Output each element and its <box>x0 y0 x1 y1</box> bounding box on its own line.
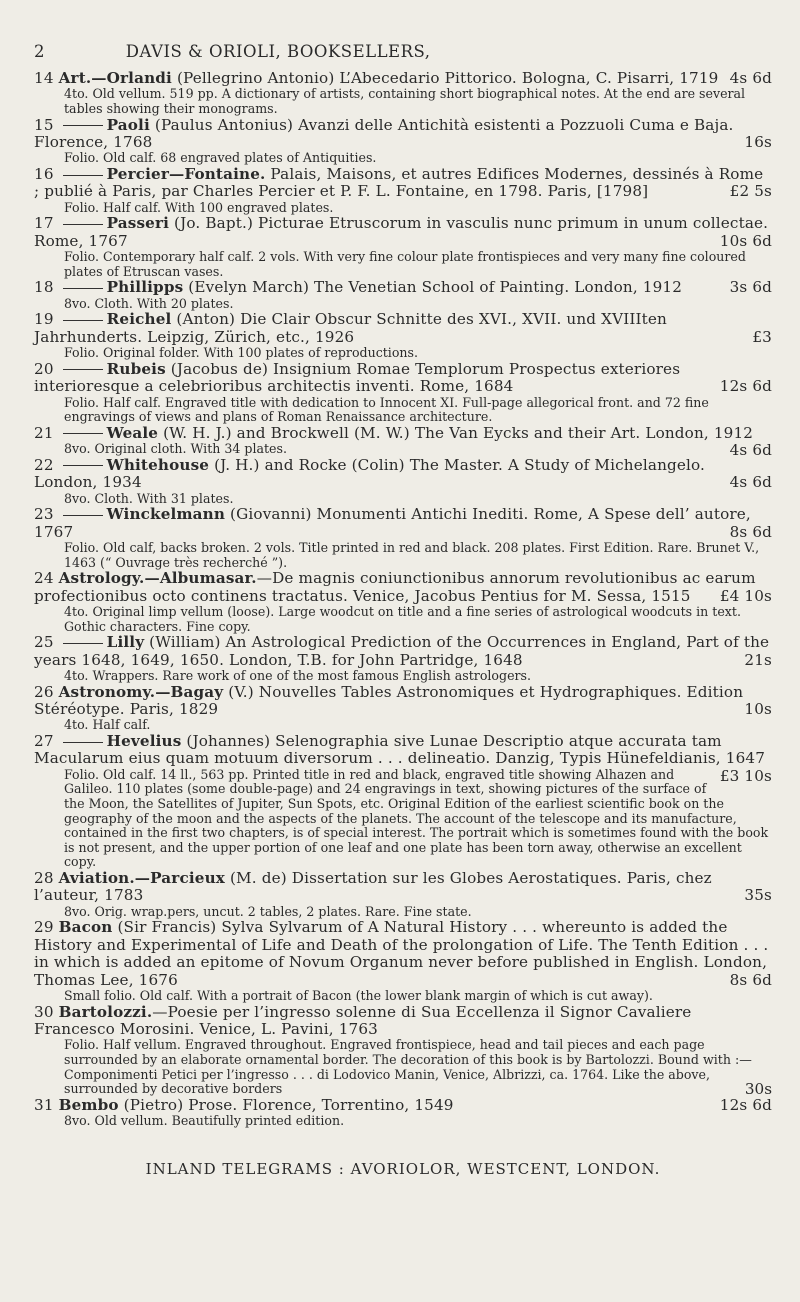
entry-heading <box>34 279 772 296</box>
entry-price: 10s 6d <box>719 231 772 250</box>
entry-description: Folio. Old calf, backs broken. 2 vols. Title printed in red and black. 208 plates. First Edition. Rare. Brunet V., 1463 (“ Ouvrage très recherché ”). <box>64 540 760 570</box>
entry-description: Folio. Half calf. Engraved title with dedication to Innocent XI. Full-page allegorical front. and 72 fine engravings of views and plans of Roman Renaissance architecture. <box>64 394 709 425</box>
entry-title: (William) An Astrological Prediction of the Occurrences in England, Part of the years 1648, 1649, 1650. London, T.B. for John Partridge, 1648 <box>34 633 770 669</box>
catalogue-entries <box>34 70 772 1129</box>
catalogue-entry <box>34 1004 772 1097</box>
entry-title: (Giovanni) Monumenti Antichi Inediti. Rome, A Spese dell’ autore, 1767 <box>34 505 751 541</box>
entry-number: 28 <box>34 869 59 887</box>
entry-author: Winckelmann <box>106 505 226 524</box>
page-title: DAVIS & ORIOLI, BOOKSELLERS, <box>125 42 431 61</box>
entry-description: 4to. Wrappers. Rare work of one of the most famous English astrologers. <box>64 668 532 684</box>
entry-description: 8vo. Original cloth. With 34 plates. <box>64 441 287 457</box>
entry-number: 20 <box>34 359 59 378</box>
entry-description: Folio. Half calf. With 100 engraved plates. <box>64 199 334 215</box>
entry-price: 8s 6d <box>729 970 772 989</box>
catalogue-entry <box>34 70 772 117</box>
catalogue-entry <box>34 506 772 570</box>
entry-title: (V.) Nouvelles Tables Astronomiques et Hydrographiques. Edition Stéréotype. Paris, 1829 <box>34 682 744 719</box>
entry-title: (Johannes) Selenographia sive Lunae Descriptio atque accurata tam Macularum eius quam motuum diversorum . . . delineatio. Danzig, Typis Hünefeldianis, 1647 <box>34 732 766 768</box>
entry-number: 19 <box>34 310 59 329</box>
page-header <box>34 42 774 61</box>
catalogue-entry <box>34 215 772 279</box>
entry-heading <box>34 457 772 492</box>
entry-heading <box>34 634 772 669</box>
ditto-rule <box>63 175 103 176</box>
entry-description: 8vo. Cloth. With 31 plates. <box>64 490 234 506</box>
entry-price: £3 <box>752 327 772 346</box>
entry-author: Bartolozzi. <box>58 1002 153 1021</box>
ditto-rule <box>63 320 103 321</box>
ditto-rule <box>63 224 103 225</box>
entry-author: Lilly <box>106 633 145 652</box>
entry-title: (W. H. J.) and Brockwell (M. W.) The Van Eycks and their Art. London, 1912 <box>158 423 754 442</box>
entry-number: 25 <box>34 633 59 652</box>
entry-description: Small folio. Old calf. With a portrait of Bacon (the lower blank margin of which is cut away). <box>64 988 653 1004</box>
entry-title: Palais, Maisons, et autres Edifices Modernes, dessinés à Rome ; publié à Paris, par Charles Percier et P. F. L. Fontaine, en 1798. Paris, [1798] <box>34 165 764 201</box>
entry-number: 23 <box>34 505 59 524</box>
entry-number: 21 <box>34 423 59 442</box>
entry-author: Passeri <box>106 214 170 233</box>
entry-price: £3 10s <box>719 766 772 785</box>
entry-number: 17 <box>34 214 59 233</box>
catalogue-entry <box>34 684 772 733</box>
entry-author: Bembo <box>58 1095 119 1114</box>
entry-author: Reichel <box>106 310 172 329</box>
entry-author: Whitehouse <box>106 455 210 474</box>
entry-price: 21s <box>744 650 772 669</box>
entry-heading <box>34 732 772 785</box>
catalogue-entry <box>34 570 772 634</box>
entry-author: Paoli <box>106 115 150 134</box>
entry-description: 8vo. Cloth. With 20 plates. <box>64 295 234 311</box>
entry-heading <box>34 506 772 541</box>
ditto-rule <box>63 125 103 126</box>
entry-author: Hevelius <box>106 732 182 751</box>
entry-title: (Paulus Antonius) Avanzi delle Antichità esistenti a Pozzuoli Cuma e Baja. Florence, 1768 <box>34 115 734 151</box>
entry-description: 8vo. Orig. wrap.pers, uncut. 2 tables, 2 plates. Rare. Fine state. <box>64 903 472 919</box>
catalogue-entry <box>34 423 772 460</box>
entry-price: 4s 6d <box>729 441 772 460</box>
catalogue-entry <box>34 634 772 683</box>
entry-heading <box>34 117 772 152</box>
entry-title: (Sir Francis) Sylva Sylvarum of A Natural History . . . whereunto is added the History and Experimental of Life and Death of the prolongation of Life. The Tenth Edition . . . in which is added an epitome of Novum Organum never before published in English. London, Thomas Lee, 1676 <box>34 918 769 989</box>
entry-price: 16s <box>744 133 772 151</box>
entry-heading <box>34 919 772 989</box>
entry-heading <box>34 166 772 201</box>
entry-number: 26 <box>34 682 59 701</box>
entry-author: Phillipps <box>106 278 184 297</box>
entry-number: 27 <box>34 732 59 751</box>
entry-author: Astronomy.—Bagay <box>58 682 224 701</box>
telegram-footer: INLAND TELEGRAMS : AVORIOLOR, WESTCENT, LONDON. <box>145 1160 661 1178</box>
entry-price: 3s 6d <box>729 278 772 297</box>
entry-heading <box>34 870 772 905</box>
entry-author: Rubeis <box>106 359 166 378</box>
ditto-rule <box>63 742 103 743</box>
catalogue-entry <box>34 311 772 360</box>
ditto-rule <box>63 369 103 370</box>
entry-number: 31 <box>34 1095 59 1114</box>
entry-title: (Anton) Die Clair Obscur Schnitte des XVI., XVII. und XVIIIten Jahrhunderts. Leipzig, Zürich, etc., 1926 <box>34 310 667 346</box>
ditto-rule <box>63 288 103 289</box>
entry-number: 18 <box>34 278 59 297</box>
catalogue-entry <box>34 117 772 166</box>
catalogue-entry <box>34 361 772 425</box>
entry-heading <box>34 70 772 87</box>
entry-title: (Pellegrino Antonio) L’Abecedario Pittorico. Bologna, C. Pisarri, 1719 <box>171 69 719 87</box>
entry-description: Folio. Contemporary half calf. 2 vols. With very fine colour plate frontispieces and very many fine coloured plates of Etruscan vases. <box>64 249 746 279</box>
catalogue-entry <box>34 279 772 311</box>
catalogue-entry <box>34 166 772 215</box>
entry-description: Folio. Half vellum. Engraved throughout. Engraved frontispiece, head and tail pieces and each page surrounded by an elaborate ornamental border. The decoration of this book is by Bartolozzi. Bound with :—Componimenti Petici per l’ingresso . . . di Lodovico Manin, Venice, Albrizzi, ca. 1764. Like the above, surrounded by decorative borders 30s <box>64 1037 772 1099</box>
entry-price: 4s 6d <box>729 69 772 87</box>
entry-description: Folio. Old calf. 68 engraved plates of Antiquities. <box>64 150 377 166</box>
ditto-rule <box>63 465 103 466</box>
entry-heading <box>34 570 772 605</box>
entry-price: 10s <box>744 700 772 719</box>
entry-description: 4to. Original limp vellum (loose). Large woodcut on title and a fine series of astrological woodcuts in text. Gothic characters. Fine copy. <box>64 604 741 634</box>
entry-heading <box>34 361 772 396</box>
entry-heading <box>34 1097 772 1114</box>
entry-title: (J. H.) and Rocke (Colin) The Master. A Study of Michelangelo. London, 1934 <box>34 455 706 492</box>
ditto-rule <box>63 433 103 434</box>
catalogue-entry <box>34 457 772 506</box>
entry-number: 29 <box>34 918 59 937</box>
entry-title: (Pietro) Prose. Florence, Torrentino, 1549 <box>118 1095 454 1114</box>
entry-author: Bacon <box>58 918 113 937</box>
entry-title: (M. de) Dissertation sur les Globes Aerostatiques. Paris, chez l’auteur, 1783 <box>34 869 712 905</box>
entry-title: —Poesie per l’ingresso solenne di Sua Eccellenza il Signor Cavaliere Francesco Morosini. Venice, L. Pavini, 1763 <box>34 1002 692 1039</box>
entry-title: (Evelyn March) The Venetian School of Painting. London, 1912 <box>183 278 683 297</box>
ditto-rule <box>63 643 103 644</box>
catalogue-entry <box>34 919 772 1003</box>
entry-number: 15 <box>34 115 59 134</box>
entry-price: 4s 6d <box>729 473 772 492</box>
entry-price: 12s 6d <box>719 377 772 396</box>
entry-number: 14 <box>34 69 59 87</box>
entry-price: 12s 6d <box>719 1095 772 1114</box>
entry-description: 4to. Old vellum. 519 pp. A dictionary of artists, containing short biographical notes. At the end are several tables showing their monograms. <box>64 86 746 116</box>
entry-description: 4to. Half calf. <box>64 717 151 733</box>
catalogue-entry <box>34 733 772 870</box>
entry-heading <box>34 1004 772 1039</box>
catalogue-entry <box>34 1097 772 1129</box>
entry-price: 8s 6d <box>729 522 772 541</box>
entry-author: Art.—Orlandi <box>58 69 172 87</box>
entry-heading <box>34 684 772 719</box>
entry-price: £4 10s <box>719 586 772 605</box>
catalogue-entry <box>34 870 772 919</box>
entry-title: —De magnis coniunctionibus annorum revolutionibus ac earum profectionibus octo continens tractatus. Venice, Jacobus Pentius for M. Sessa, 1515 <box>34 569 756 605</box>
entry-description: 8vo. Old vellum. Beautifully printed edition. <box>64 1113 345 1129</box>
entry-number: 24 <box>34 569 59 588</box>
entry-author: Percier—Fontaine. <box>106 165 266 183</box>
entry-heading <box>34 215 772 250</box>
entry-price: 35s <box>744 886 772 905</box>
entry-price: 30s <box>744 1080 772 1099</box>
entry-number: 30 <box>34 1002 59 1021</box>
entry-description: Folio. Original folder. With 100 plates of reproductions. <box>64 345 418 361</box>
page-number: 2 <box>34 42 45 61</box>
entry-author: Astrology.—Albumasar. <box>58 569 257 588</box>
entry-author: Weale <box>106 423 159 442</box>
entry-title: (Jo. Bapt.) Picturae Etruscorum in vasculis nunc primum in unum collectae. Rome, 1767 <box>34 214 769 250</box>
entry-number: 22 <box>34 455 59 474</box>
entry-number: 16 <box>34 165 59 183</box>
entry-description: Folio. Old calf. 14 ll., 563 pp. Printed title in red and black, engraved title showing Alhazen and Galileo. 110 plates (some double-page) and 24 engravings in text, showing pictures of the surface of the Moon, the Satellites of Jupiter, Sun Spots, etc. Original Edition of the earliest scientific book on the geography of the moon and the aspects of the planets. The account of the telescope and its manufacture, contained in the first two chapters, is of special interest. The portrait which is sometimes found with the book is not present, and the upper portion of one leaf and one plate has been torn away, otherwise an excellent copy. <box>64 766 769 870</box>
entry-title: (Jacobus de) Insignium Romae Templorum Prospectus exteriores interioresque a celebrioribus architectis inventi. Rome, 1684 <box>34 359 681 396</box>
ditto-rule <box>63 515 103 516</box>
entry-heading <box>34 311 772 346</box>
entry-author: Aviation.—Parcieux <box>58 869 225 887</box>
entry-price: £2 5s <box>729 182 772 201</box>
